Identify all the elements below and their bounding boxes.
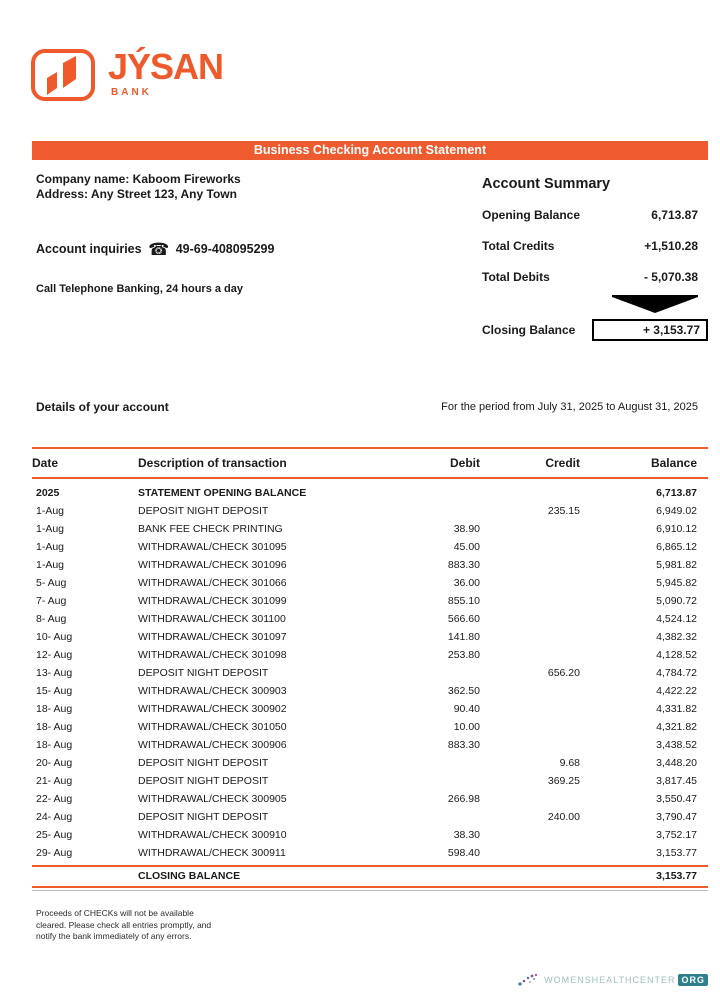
transaction-balance: 3,817.45 bbox=[656, 775, 697, 787]
transaction-credit bbox=[480, 646, 580, 664]
transaction-row bbox=[32, 844, 708, 862]
transaction-debit: 38.30 bbox=[453, 829, 480, 841]
transaction-balance: 3,448.20 bbox=[656, 757, 697, 769]
transaction-description: WITHDRAWAL/CHECK 301095 bbox=[138, 541, 287, 553]
transaction-debit: 598.40 bbox=[447, 847, 480, 859]
transaction-credit bbox=[480, 628, 580, 646]
transaction-row bbox=[32, 808, 708, 826]
transaction-row bbox=[32, 664, 708, 682]
transaction-row bbox=[32, 754, 708, 772]
transaction-date: 13- Aug bbox=[36, 667, 73, 679]
transaction-row bbox=[32, 502, 708, 520]
transaction-debit: 855.10 bbox=[447, 595, 480, 607]
transaction-balance: 4,331.82 bbox=[656, 703, 697, 715]
telephone-icon: ☎ bbox=[148, 240, 170, 260]
transaction-description: DEPOSIT NIGHT DEPOSIT bbox=[138, 775, 269, 787]
transaction-debit: 90.40 bbox=[453, 703, 480, 715]
footer-notice bbox=[36, 908, 211, 943]
total-credits-value: +1,510.28 bbox=[644, 239, 698, 253]
transaction-date: 21- Aug bbox=[36, 775, 73, 787]
table-header-row bbox=[32, 449, 708, 477]
closing-balance-label: Closing Balance bbox=[482, 323, 576, 337]
closing-row-balance: 3,153.77 bbox=[656, 870, 697, 882]
transaction-balance: 6,910.12 bbox=[656, 523, 697, 535]
transaction-debit: 253.80 bbox=[447, 649, 480, 661]
footer-line-3: notify the bank immediately of any errors. bbox=[36, 931, 192, 941]
transaction-credit bbox=[480, 844, 580, 862]
company-block bbox=[36, 172, 241, 202]
transaction-row bbox=[32, 646, 708, 664]
transaction-description: WITHDRAWAL/CHECK 300902 bbox=[138, 703, 287, 715]
transaction-balance: 5,945.82 bbox=[656, 577, 697, 589]
transaction-row bbox=[32, 736, 708, 754]
transaction-row bbox=[32, 574, 708, 592]
transaction-balance: 3,790.47 bbox=[656, 811, 697, 823]
site-watermark bbox=[516, 970, 708, 990]
transaction-date: 7- Aug bbox=[36, 595, 67, 607]
table-bottom-rule bbox=[32, 886, 708, 888]
transaction-description: DEPOSIT NIGHT DEPOSIT bbox=[138, 757, 269, 769]
transaction-balance: 4,382.32 bbox=[656, 631, 697, 643]
transaction-row bbox=[32, 772, 708, 790]
transaction-description: WITHDRAWAL/CHECK 301099 bbox=[138, 595, 287, 607]
transaction-credit bbox=[480, 790, 580, 808]
transaction-description: WITHDRAWAL/CHECK 301096 bbox=[138, 559, 287, 571]
transaction-balance: 5,981.82 bbox=[656, 559, 697, 571]
transaction-description: WITHDRAWAL/CHECK 301100 bbox=[138, 613, 286, 625]
transaction-date: 18- Aug bbox=[36, 739, 73, 751]
company-name-line: Company name: Kaboom Fireworks bbox=[36, 172, 241, 186]
transaction-balance: 5,090.72 bbox=[656, 595, 697, 607]
col-header-description: Description of transaction bbox=[138, 456, 287, 470]
transaction-debit bbox=[386, 484, 480, 502]
transaction-debit bbox=[386, 502, 480, 520]
transaction-credit bbox=[480, 718, 580, 736]
transaction-credit: 240.00 bbox=[547, 811, 580, 823]
transaction-balance: 4,128.52 bbox=[656, 649, 697, 661]
transaction-row bbox=[32, 556, 708, 574]
transaction-description: WITHDRAWAL/CHECK 300910 bbox=[138, 829, 287, 841]
transaction-description: STATEMENT OPENING BALANCE bbox=[138, 487, 307, 499]
transaction-description: WITHDRAWAL/CHECK 301050 bbox=[138, 721, 287, 733]
transaction-credit bbox=[480, 556, 580, 574]
watermark-org-badge: ORG bbox=[678, 974, 708, 986]
transaction-balance: 3,153.77 bbox=[656, 847, 697, 859]
transaction-date: 1-Aug bbox=[36, 559, 65, 571]
opening-balance-label: Opening Balance bbox=[482, 208, 581, 222]
transaction-date: 5- Aug bbox=[36, 577, 67, 589]
transaction-row bbox=[32, 520, 708, 538]
closing-balance-row bbox=[482, 319, 708, 341]
inquiries-phone-number: 49-69-408095299 bbox=[175, 242, 275, 256]
transaction-row bbox=[32, 628, 708, 646]
transaction-date: 10- Aug bbox=[36, 631, 73, 643]
account-inquiries-label: Account inquiries bbox=[36, 242, 142, 256]
transaction-date: 12- Aug bbox=[36, 649, 73, 661]
table-bottom-shadow-rule bbox=[32, 890, 708, 891]
transaction-credit bbox=[480, 538, 580, 556]
transaction-balance: 3,438.52 bbox=[656, 739, 697, 751]
transaction-date: 8- Aug bbox=[36, 613, 67, 625]
company-address-line: Address: Any Street 123, Any Town bbox=[36, 187, 237, 201]
transaction-credit: 235.15 bbox=[547, 505, 580, 517]
transaction-debit bbox=[386, 808, 480, 826]
total-credits-label: Total Credits bbox=[482, 239, 555, 253]
transaction-description: WITHDRAWAL/CHECK 300911 bbox=[138, 847, 286, 859]
transaction-description: WITHDRAWAL/CHECK 301066 bbox=[138, 577, 287, 589]
transaction-credit bbox=[480, 682, 580, 700]
transaction-row bbox=[32, 484, 708, 502]
transaction-debit bbox=[386, 664, 480, 682]
transaction-description: DEPOSIT NIGHT DEPOSIT bbox=[138, 667, 269, 679]
transaction-credit bbox=[480, 610, 580, 628]
transaction-description: WITHDRAWAL/CHECK 300906 bbox=[138, 739, 287, 751]
transaction-balance: 4,784.72 bbox=[656, 667, 697, 679]
transaction-description: WITHDRAWAL/CHECK 301098 bbox=[138, 649, 287, 661]
transaction-date: 18- Aug bbox=[36, 721, 73, 733]
transaction-row bbox=[32, 610, 708, 628]
table-body bbox=[32, 479, 708, 865]
opening-balance-value: 6,713.87 bbox=[651, 208, 698, 222]
statement-period: For the period from July 31, 2025 to August 31, 2025 bbox=[441, 401, 698, 413]
transaction-description: DEPOSIT NIGHT DEPOSIT bbox=[138, 505, 269, 517]
transaction-row bbox=[32, 538, 708, 556]
closing-balance-box: + 3,153.77 bbox=[592, 319, 708, 341]
summary-arrow-wrap bbox=[482, 295, 708, 313]
transaction-date: 1-Aug bbox=[36, 523, 65, 535]
total-debits-row bbox=[482, 270, 708, 284]
closing-row-description: CLOSING BALANCE bbox=[138, 870, 241, 882]
transaction-debit: 362.50 bbox=[447, 685, 480, 697]
account-inquiries-line bbox=[36, 240, 274, 260]
transaction-description: BANK FEE CHECK PRINTING bbox=[138, 523, 283, 535]
watermark-text: WOMENSHEALTHCENTER bbox=[544, 975, 676, 985]
transaction-credit: 369.25 bbox=[547, 775, 580, 787]
bank-logo bbox=[30, 48, 223, 102]
transaction-debit: 45.00 bbox=[453, 541, 480, 553]
transaction-description: WITHDRAWAL/CHECK 300903 bbox=[138, 685, 287, 697]
total-debits-label: Total Debits bbox=[482, 270, 550, 284]
transaction-debit: 883.30 bbox=[447, 559, 480, 571]
transaction-debit: 266.98 bbox=[447, 793, 480, 805]
total-credits-row bbox=[482, 239, 708, 253]
col-header-balance: Balance bbox=[650, 456, 697, 470]
transaction-balance: 4,321.82 bbox=[656, 721, 697, 733]
transaction-row bbox=[32, 790, 708, 808]
transaction-balance: 6,713.87 bbox=[656, 487, 697, 499]
transaction-credit: 9.68 bbox=[559, 757, 580, 769]
transaction-credit bbox=[480, 484, 580, 502]
transaction-balance: 6,865.12 bbox=[656, 541, 697, 553]
transaction-debit: 38.90 bbox=[453, 523, 480, 535]
transaction-debit: 36.00 bbox=[453, 577, 480, 589]
footer-line-1: Proceeds of CHECKs will not be available bbox=[36, 908, 194, 918]
transaction-date: 2025 bbox=[36, 487, 60, 499]
transaction-description: DEPOSIT NIGHT DEPOSIT bbox=[138, 811, 269, 823]
account-summary-heading: Account Summary bbox=[482, 176, 611, 192]
opening-balance-row bbox=[482, 208, 708, 222]
transaction-debit: 883.30 bbox=[447, 739, 480, 751]
total-debits-value: - 5,070.38 bbox=[643, 270, 698, 284]
transaction-date: 22- Aug bbox=[36, 793, 73, 805]
transaction-credit: 656.20 bbox=[547, 667, 580, 679]
transaction-balance: 4,524.12 bbox=[656, 613, 697, 625]
closing-balance-table-row bbox=[32, 867, 708, 886]
transaction-date: 24- Aug bbox=[36, 811, 73, 823]
transaction-credit bbox=[480, 826, 580, 844]
transaction-row bbox=[32, 682, 708, 700]
down-arrow-icon bbox=[612, 297, 698, 313]
transaction-balance: 3,550.47 bbox=[656, 793, 697, 805]
transaction-debit: 141.80 bbox=[447, 631, 480, 643]
watermark-swirl-icon bbox=[516, 970, 542, 990]
details-heading: Details of your account bbox=[36, 400, 169, 414]
col-header-credit: Credit bbox=[545, 456, 580, 470]
transaction-date: 29- Aug bbox=[36, 847, 73, 859]
transaction-credit bbox=[480, 574, 580, 592]
transaction-debit bbox=[386, 772, 480, 790]
bank-logo-icon bbox=[30, 48, 96, 102]
transaction-date: 15- Aug bbox=[36, 685, 73, 697]
bank-sub-label: BANK bbox=[111, 87, 152, 98]
transaction-credit bbox=[480, 592, 580, 610]
transaction-credit bbox=[480, 736, 580, 754]
transaction-credit bbox=[480, 700, 580, 718]
transaction-row bbox=[32, 700, 708, 718]
transaction-row bbox=[32, 826, 708, 844]
transaction-description: WITHDRAWAL/CHECK 300905 bbox=[138, 793, 287, 805]
transaction-date: 20- Aug bbox=[36, 757, 73, 769]
statement-title-bar: Business Checking Account Statement bbox=[32, 141, 708, 160]
transaction-date: 1-Aug bbox=[36, 541, 65, 553]
telephone-banking-line: Call Telephone Banking, 24 hours a day bbox=[36, 283, 244, 295]
transactions-table bbox=[32, 447, 708, 891]
transaction-credit bbox=[480, 520, 580, 538]
transaction-debit: 566.60 bbox=[447, 613, 480, 625]
transaction-date: 18- Aug bbox=[36, 703, 73, 715]
transaction-debit bbox=[386, 754, 480, 772]
transaction-row bbox=[32, 592, 708, 610]
transaction-balance: 6,949.02 bbox=[656, 505, 697, 517]
transaction-balance: 4,422.22 bbox=[656, 685, 697, 697]
footer-line-2: cleared. Please check all entries promptly, and bbox=[36, 919, 212, 930]
col-header-date: Date bbox=[32, 456, 59, 470]
transaction-date: 25- Aug bbox=[36, 829, 73, 841]
bank-name: JÝSAN bbox=[108, 46, 224, 87]
transaction-debit: 10.00 bbox=[453, 721, 480, 733]
col-header-debit: Debit bbox=[450, 456, 480, 470]
transaction-description: WITHDRAWAL/CHECK 301097 bbox=[138, 631, 287, 643]
transaction-row bbox=[32, 718, 708, 736]
transaction-balance: 3,752.17 bbox=[656, 829, 697, 841]
transaction-date: 1-Aug bbox=[36, 505, 65, 517]
account-summary bbox=[482, 176, 708, 341]
